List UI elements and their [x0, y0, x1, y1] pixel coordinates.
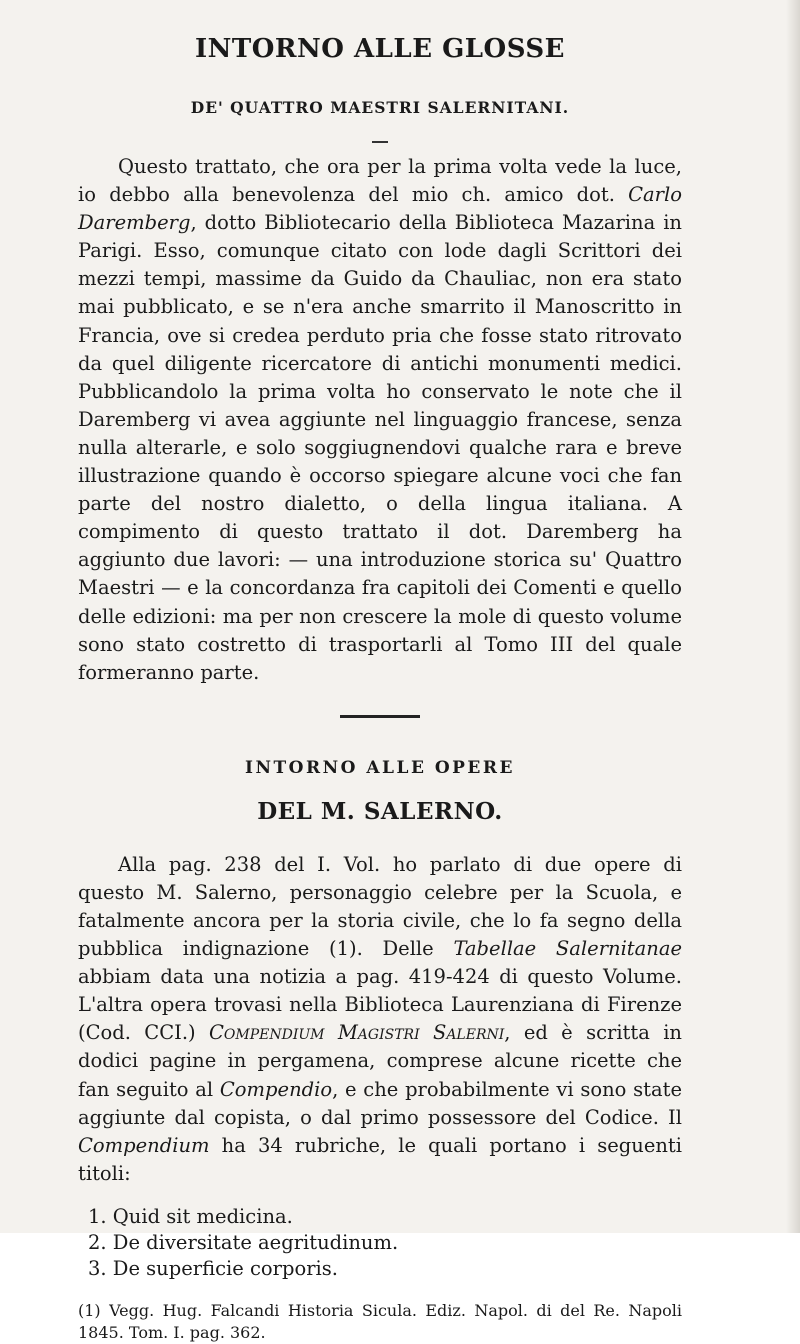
section2-subtitle: DEL M. SALERNO.	[257, 797, 503, 825]
para1-text-1: Questo trattato, che ora per la prima volta vede la luce, io debbo alla benevolenza del mio ch. amico dot.	[78, 155, 682, 207]
para1-text-2: , dotto Bibliotecario della Biblioteca Mazarina in Parigi. Esso, comunque citato con lode dagli Scrittori dei mezzi tempi, massime da Guido da Chauliac, non era stato mai pubblicato, e se n'era anche smarrito il Manoscritto in Francia, ove si credea perduto pria che fosse stato ritrovato da quel diligente ricercatore di antichi monumenti medici. Pubblicandolo la prima volta ho conservato le note che il Daremberg vi avea aggiunte nel linguaggio francese, senza nulla alterarle, e solo soggiugnendovi qualche rara e breve illustrazione quando è occorso spiegare alcune voci che fan parte del nostro dialetto, o della lingua italiana. A compimento di questo trattato il dot. Daremberg ha aggiunto due lavori: — una introduzione storica su' Quattro Maestri — e la concordanza fra capitoli dei Comenti e quello delle edizioni: ma per non crescere la mole di questo volume sono stato costretto di trasportarli al Tomo III del quale formeranno parte.	[78, 211, 682, 684]
page-title: INTORNO ALLE GLOSSE	[194, 34, 566, 64]
section-divider	[340, 715, 420, 718]
para2-text-1: Alla pag. 238 del I. Vol. ho parlato di due opere di questo M. Salerno, personaggio celebre per la Scuola, e fatalmente ancora per la storia civile, che lo fa segno della pubblica indignazione (1). Delle	[78, 852, 682, 961]
footnote: (1) Vegg. Hug. Falcandi Historia Sicula. Ediz. Napol. di del Re. Napoli 1845. Tom. I. pag. 362.	[78, 1300, 682, 1342]
list-item: 1. Quid sit medicina.	[88, 1204, 293, 1228]
section2-title: INTORNO ALLE OPERE	[245, 757, 515, 778]
rubric-list	[88, 1204, 682, 1282]
para2-text-5: ha 34 rubriche, le quali portano i seguenti titoli:	[78, 1133, 682, 1185]
para1-name: Carlo Daremberg	[78, 183, 682, 235]
section1-paragraph	[78, 153, 682, 687]
para2-text-3: , ed è scritta in dodici pagine in pergamena, comprese alcune ricette che fan seguito al	[78, 1021, 682, 1101]
list-item: 3. De superficie corporis.	[88, 1256, 338, 1280]
section2-body	[78, 851, 682, 1188]
para2-smallcaps-1: Compendium Magistri Salerni	[208, 1021, 505, 1045]
section1-body	[78, 153, 682, 687]
para2-italic-2: Compendio	[219, 1077, 333, 1101]
para2-italic-3: Compendium	[78, 1133, 210, 1157]
para2-italic-1: Tabellae Salernitanae	[453, 937, 682, 961]
divider-small	[372, 141, 388, 143]
page-subtitle: DE' QUATTRO MAESTRI SALERNITANI.	[190, 98, 570, 117]
list-item: 2. De diversitate aegritudinum.	[88, 1230, 399, 1254]
para2-text-2: abbiam data una notizia a pag. 419-424 di questo Volume. L'altra opera trovasi nella Biblioteca Laurenziana di Firenze (Cod. CCI.)	[78, 965, 682, 1045]
section2-paragraph	[78, 851, 682, 1188]
para2-text-4: , e che probabilmente vi sono state aggiunte dal copista, o dal primo possessore del Codice. Il	[78, 1077, 683, 1129]
